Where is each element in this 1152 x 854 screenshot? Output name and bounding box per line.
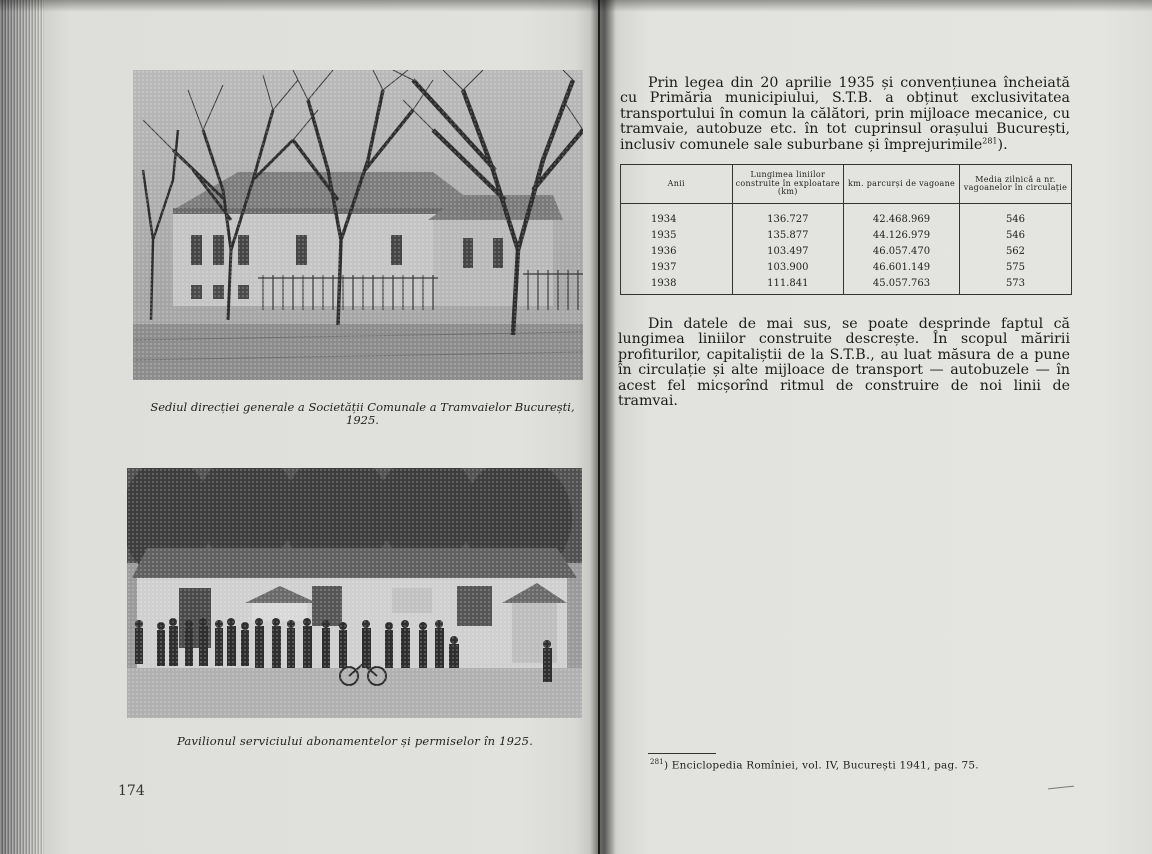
- statistics-table-wrapper: [620, 164, 1072, 295]
- footnote-divider: [648, 753, 716, 754]
- footnote-text: ) Enciclopedia Romîniei, vol. IV, București 1941, pag. 75.: [663, 759, 979, 772]
- book-gutter: [590, 0, 616, 854]
- cell-year: 1937: [621, 260, 733, 276]
- paragraph-conclusion: Din datele de mai sus, se poate desprinde faptul că lungimea liniilor construite descrește. În scopul măririi profiturilor, capitaliștii de la S.T.B., au luat măsura de a pune în circulație și alte mijloace de transport — autobuzele — în acest fel micșorînd ritmul de construire de noi linii de tramvai.: [618, 316, 1070, 410]
- footnote-number: 281: [650, 758, 664, 766]
- table-row: [621, 204, 1072, 229]
- photo-subscription-pavilion: [127, 468, 582, 718]
- cell-year: 1938: [621, 276, 733, 295]
- cell-cars: 575: [959, 260, 1071, 276]
- page-edges: [0, 0, 44, 854]
- cell-cars: 546: [959, 228, 1071, 244]
- table-row: [621, 244, 1072, 260]
- cell-length: 103.900: [732, 260, 844, 276]
- cell-cars: 562: [959, 244, 1071, 260]
- cell-km: 42.468.969: [844, 204, 960, 229]
- cell-km: 44.126.979: [844, 228, 960, 244]
- table-row: [621, 228, 1072, 244]
- cell-length: 135.877: [732, 228, 844, 244]
- footnote-reference: 281: [982, 135, 998, 145]
- cell-length: 111.841: [732, 276, 844, 295]
- photo-headquarters-building: [133, 70, 583, 380]
- cell-year: 1935: [621, 228, 733, 244]
- paragraph-law-1935: [620, 76, 1070, 153]
- statistics-table: [620, 164, 1072, 295]
- table-header-row: [621, 165, 1072, 204]
- header-line-length: Lungimea liniilor construite în exploatare (km): [732, 165, 844, 204]
- footnote: [650, 758, 979, 772]
- cell-year: 1934: [621, 204, 733, 229]
- cell-cars: 546: [959, 204, 1071, 229]
- header-km-traveled: km. parcurși de vagoane: [844, 165, 960, 204]
- paragraph-text: Prin legea din 20 aprilie 1935 și convențiunea încheiată cu Primăria municipiului, S.T.B. a obținut exclusivitatea transportului în comun la călători, prin mijloace mecanice, cu tramvaie, autobuze etc. în tot cuprinsul orașului București, inclusiv comunele sale suburbane și împrejurimile: [620, 75, 1070, 153]
- header-years: Anii: [621, 165, 733, 204]
- photo-caption-top: Sediul direcției generale a Societății Comunale a Tramvaielor București, 1925.: [150, 400, 575, 427]
- photo-caption-bottom: Pavilionul serviciului abonamentelor și permiselor în 1925.: [176, 734, 534, 748]
- table-row: [621, 260, 1072, 276]
- paragraph-end: ).: [997, 136, 1008, 153]
- cell-cars: 573: [959, 276, 1071, 295]
- page-number: 174: [118, 783, 145, 799]
- cell-km: 45.057.763: [844, 276, 960, 295]
- cell-km: 46.057.470: [844, 244, 960, 260]
- cell-length: 136.727: [732, 204, 844, 229]
- cell-length: 103.497: [732, 244, 844, 260]
- top-shadow: [0, 0, 1152, 12]
- header-daily-cars: Media zilnică a nr. vagoanelor în circulație: [959, 165, 1071, 204]
- cell-km: 46.601.149: [844, 260, 960, 276]
- table-row: [621, 276, 1072, 295]
- cell-year: 1936: [621, 244, 733, 260]
